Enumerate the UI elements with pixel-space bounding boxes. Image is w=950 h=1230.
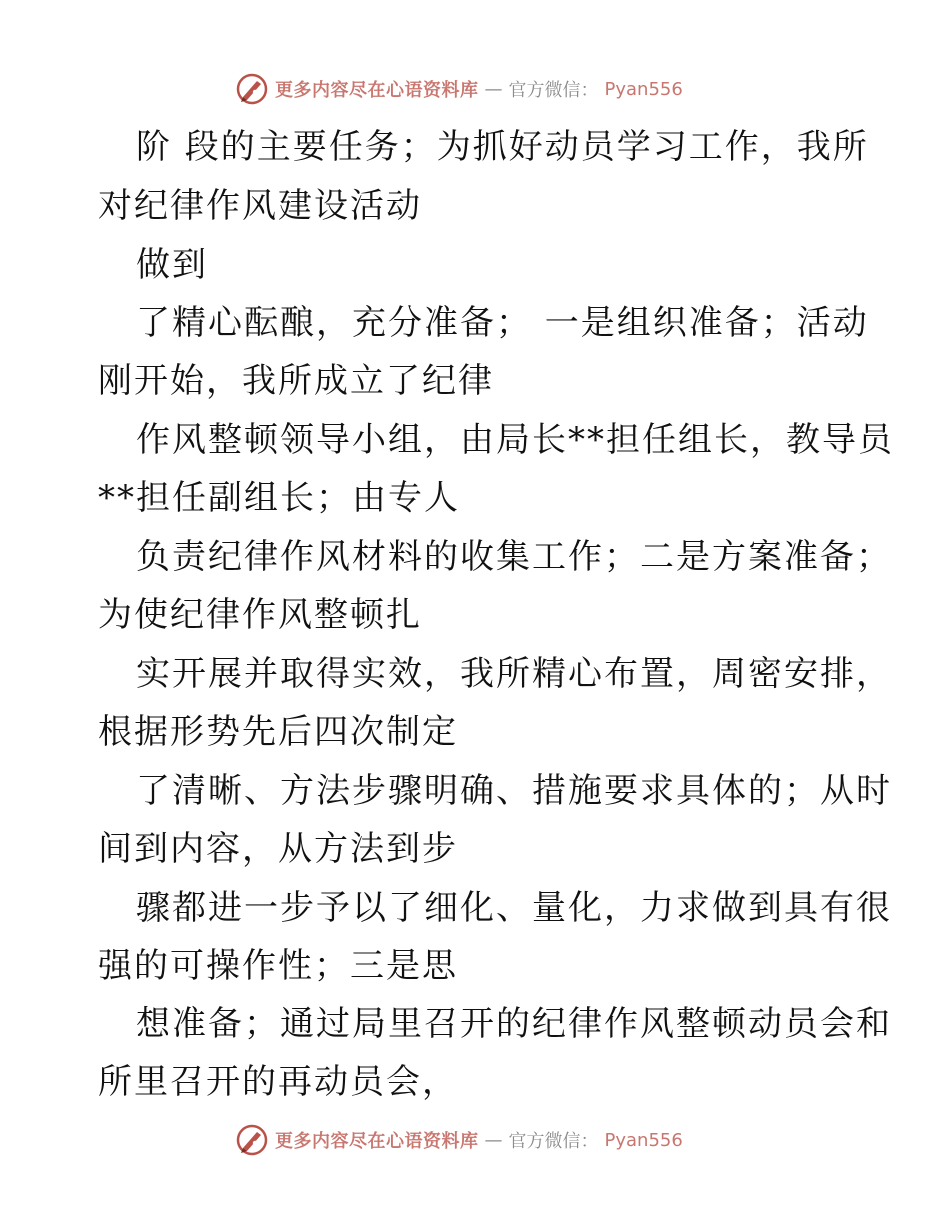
body-line: 为使纪律作风整顿扎: [98, 595, 422, 635]
body-line: 间到内容，从方法到步: [98, 829, 458, 869]
body-line: 做到: [136, 245, 208, 285]
footer-wechat-id: Pyan556: [604, 1129, 683, 1151]
body-line: 骤都进一步予以了细化、量化，力求做到具有很: [136, 888, 892, 928]
body-line: 想准备；通过局里召开的纪律作风整顿动员会和: [136, 1004, 892, 1044]
footer-banner: [0, 1121, 950, 1161]
footer-dash: —: [484, 1129, 503, 1151]
body-line: 阶 段的主要任务；为抓好动员学习工作，我所: [136, 127, 869, 167]
header-wechat-id: Pyan556: [604, 78, 683, 100]
body-line: 了精心酝酿，充分准备； 一是组织准备；活动: [136, 303, 869, 343]
header-brand-text: 更多内容尽在心语资料库: [275, 80, 479, 101]
body-line: 作风整顿领导小组，由局长**担任组长，教导员: [136, 420, 894, 460]
body-line: 强的可操作性；三是思: [98, 946, 458, 986]
body-line: 实开展并取得实效，我所精心布置，周密安排，: [136, 654, 892, 694]
header-banner-content: [235, 72, 683, 106]
pen-circle-logo-icon: [235, 1123, 269, 1157]
pen-circle-logo-icon: [235, 72, 269, 106]
footer-brand-text: 更多内容尽在心语资料库: [275, 1131, 479, 1152]
header-banner: [0, 70, 950, 110]
body-line: 所里召开的再动员会，: [98, 1062, 458, 1102]
body-line: 了清晰、方法步骤明确、措施要求具体的；从时: [136, 771, 892, 811]
header-dash: —: [484, 78, 503, 100]
body-line: 刚开始，我所成立了纪律: [98, 361, 494, 401]
body-line: 对纪律作风建设活动: [98, 186, 422, 226]
body-line: **担任副组长；由专人: [98, 478, 460, 518]
footer-wechat-label: 官方微信：: [508, 1131, 599, 1152]
footer-banner-content: [235, 1123, 683, 1157]
header-wechat-label: 官方微信：: [508, 80, 599, 101]
body-line: 负责纪律作风材料的收集工作；二是方案准备；: [136, 537, 892, 577]
body-line: 根据形势先后四次制定: [98, 712, 458, 752]
